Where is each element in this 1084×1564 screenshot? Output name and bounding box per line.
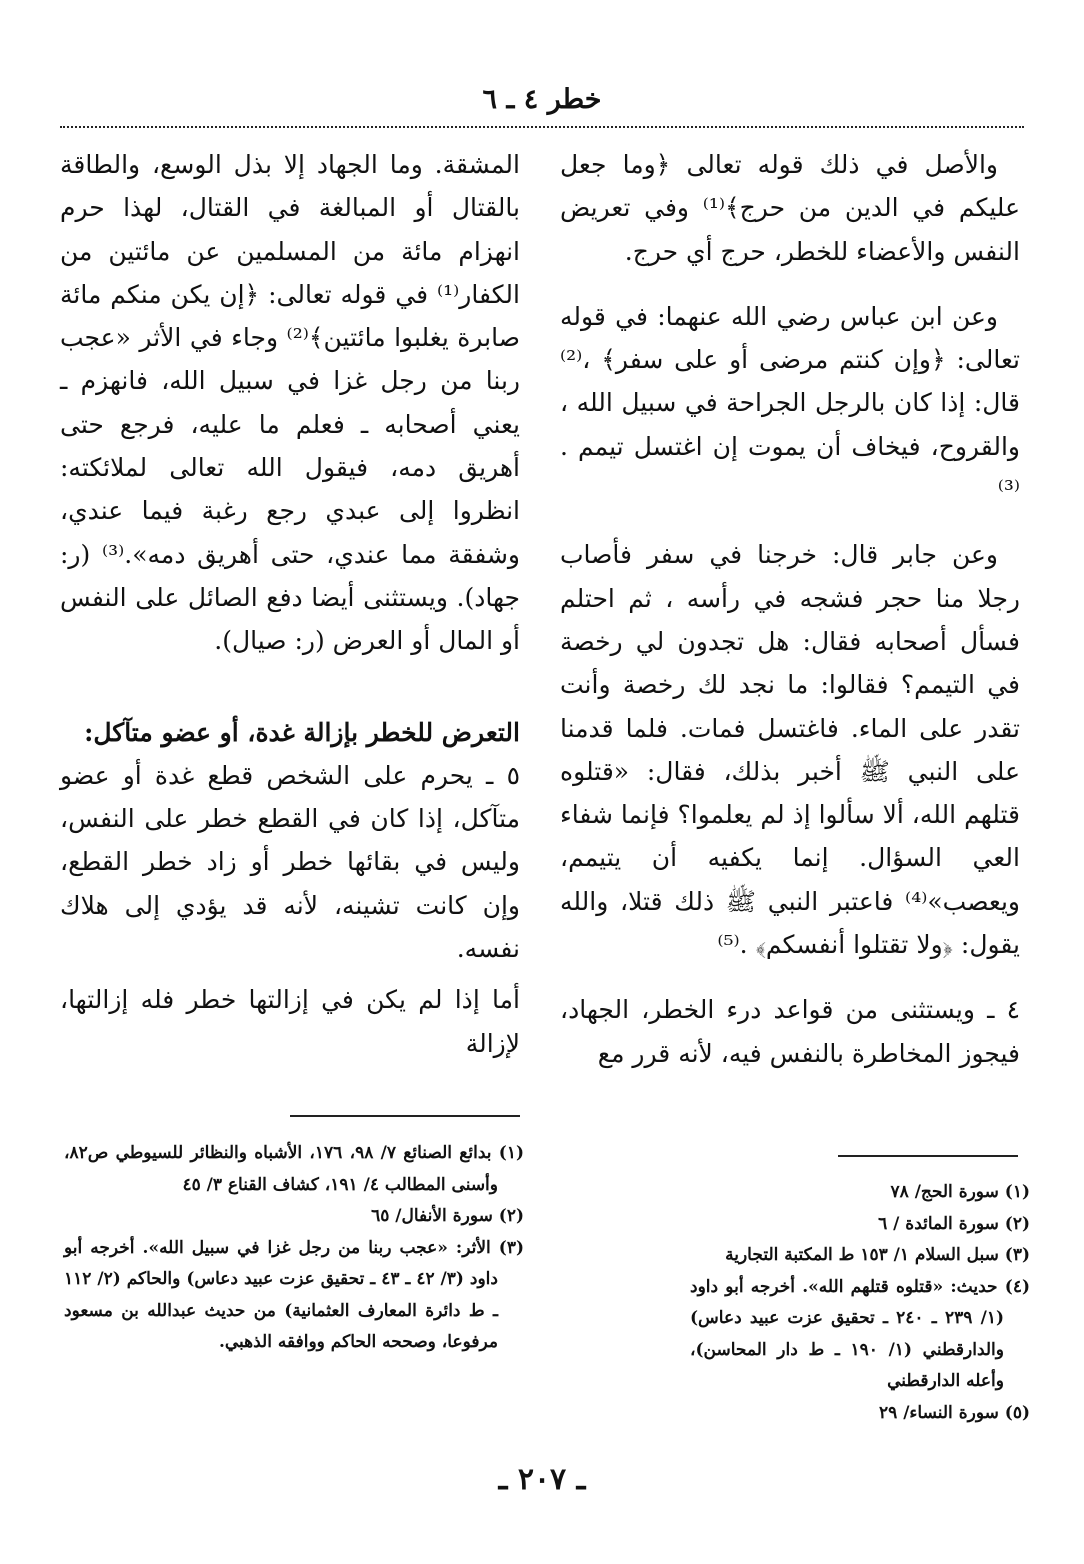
- paragraph: والأصل في ذلك قوله تعالى ﴿وما جعل عليكم في الدين من حرج﴾⁽¹⁾ وفي تعريض النفس والأعضاء للخطر، حرج أي حرج.: [560, 150, 1020, 266]
- paragraph: ٤ ـ ويستثنى من قواعد درء الخطر، الجهاد، فيجوز المخاطرة بالنفس فيه، لأنه قرر مع: [560, 995, 1020, 1068]
- footnotes-left: [64, 1138, 524, 1359]
- footnote: (٤) حديث: «قتلوه قتلهم الله». أخرجه أبو داود (١/ ٢٣٩ ـ ٢٤٠ ـ تحقيق عزت عبيد دعاس) والدارقطني (١/ ١٩٠ ـ ط دار المحاسن)، وأعله الدارقطني: [690, 1276, 1030, 1391]
- paragraph: أما إذا لم يكن في إزالتها خطر فله إزالتها، لإزالة: [60, 985, 520, 1058]
- running-header: خطر ٤ ـ ٦: [482, 84, 602, 115]
- footnote: (١) بدائع الصنائع ٧/ ٩٨، ١٧٦، الأشباه والنظائر للسيوطي ص٨٢، وأسنى المطالب ٤/ ١٩١، كشاف القناع ٣/ ٤٥: [64, 1143, 524, 1195]
- footnote-rule-left: [290, 1115, 520, 1117]
- section-heading: التعرض للخطر بإزالة غدة، أو عضو متآكل:: [84, 717, 520, 747]
- footnote: (٣) الأثر: «عجب ربنا من رجل غزا في سبيل الله». أخرجه أبو داود (٣/ ٤٢ ـ ٤٣ ـ تحقيق عزت عبيد دعاس) والحاكم (٢/ ١١٢ ـ ط دائرة المعارف العثمانية) من حديث عبدالله بن مسعود مرفوعا، وصححه الحاكم ووافقه الذهبي.: [64, 1237, 524, 1352]
- footnote: (٥) سورة النساء/ ٢٩: [879, 1402, 1030, 1423]
- footnotes-right: [690, 1177, 1030, 1429]
- paragraph: المشقة. وما الجهاد إلا بذل الوسع، والطاقة بالقتال أو المبالغة في القتال، لهذا حرم انهزام مائة من المسلمين عن مائتين من الكفار⁽¹⁾ في قوله تعالى: ﴿إن يكن منكم مائة صابرة يغلبوا مائتين﴾⁽²⁾ وجاء في الأثر «عجب ربنا من رجل غزا في سبيل الله، فانهزم ـ يعني أصحابه ـ فعلم ما عليه، فرجع حتى أهريق دمه، فيقول الله تعالى لملائكته: انظروا إلى عبدي رجع رغبة فيما عندي، وشفقة مما عندي، حتى أهريق دمه».⁽³⁾ (ر: جهاد). ويستثنى أيضا دفع الصائل على النفس أو المال أو العرض (ر: صيال).: [60, 150, 520, 656]
- paragraph: ٥ ـ يحرم على الشخص قطع غدة أو عضو متآكل، إذا كان في القطع خطر على النفس، وليس في بقائها خطر أو زاد خطر القطع، وإن كانت تشينه، لأنه قد يؤدي إلى هلاك نفسه.: [60, 760, 520, 964]
- footnote: (٢) سورة المائدة / ٦: [878, 1213, 1030, 1234]
- header-dotted-rule: [60, 126, 1024, 128]
- footnote: (١) سورة الحج/ ٧٨: [890, 1182, 1030, 1202]
- paragraph: وعن جابر قال: خرجنا في سفر فأصاب رجلا منا حجر فشجه في رأسه ، ثم احتلم فسأل أصحابه فقال: هل تجدون لي رخصة في التيمم؟ فقالوا: ما نجد لك رخصة وأنت تقدر على الماء. فاغتسل فمات. فلما قدمنا على النبي ﷺ أخبر بذلك، فقال: «قتلوه قتلهم الله، ألا سألوا إذ لم يعلموا؟ فإنما شفاء العي السؤال. إنما يكفيه أن يتيمم، ويعصب»⁽⁴⁾ فاعتبر النبي ﷺ ذلك قتلا، والله يقول: ﴿ولا تقتلوا أنفسكم﴾ .⁽⁵⁾: [560, 540, 1020, 960]
- page-number: ـ ٢٠٧ ـ: [498, 1462, 586, 1497]
- footnote: (٢) سورة الأنفال/ ٦٥: [371, 1206, 524, 1226]
- paragraph: وعن ابن عباس رضي الله عنهما: في قوله تعالى: ﴿وإن كنتم مرضى أو على سفر﴾ ،⁽²⁾ قال: إذا كان بالرجل الجراحة في سبيل الله ، والقروح، فيخاف أن يموت إن اغتسل تيمم .⁽³⁾: [560, 301, 1020, 505]
- right-column: [560, 143, 1020, 1083]
- footnote: (٣) سبل السلام ١/ ١٥٣ ط المكتبة التجارية: [725, 1245, 1030, 1265]
- left-column: [60, 143, 520, 1073]
- footnote-rule-right: [838, 1155, 1018, 1157]
